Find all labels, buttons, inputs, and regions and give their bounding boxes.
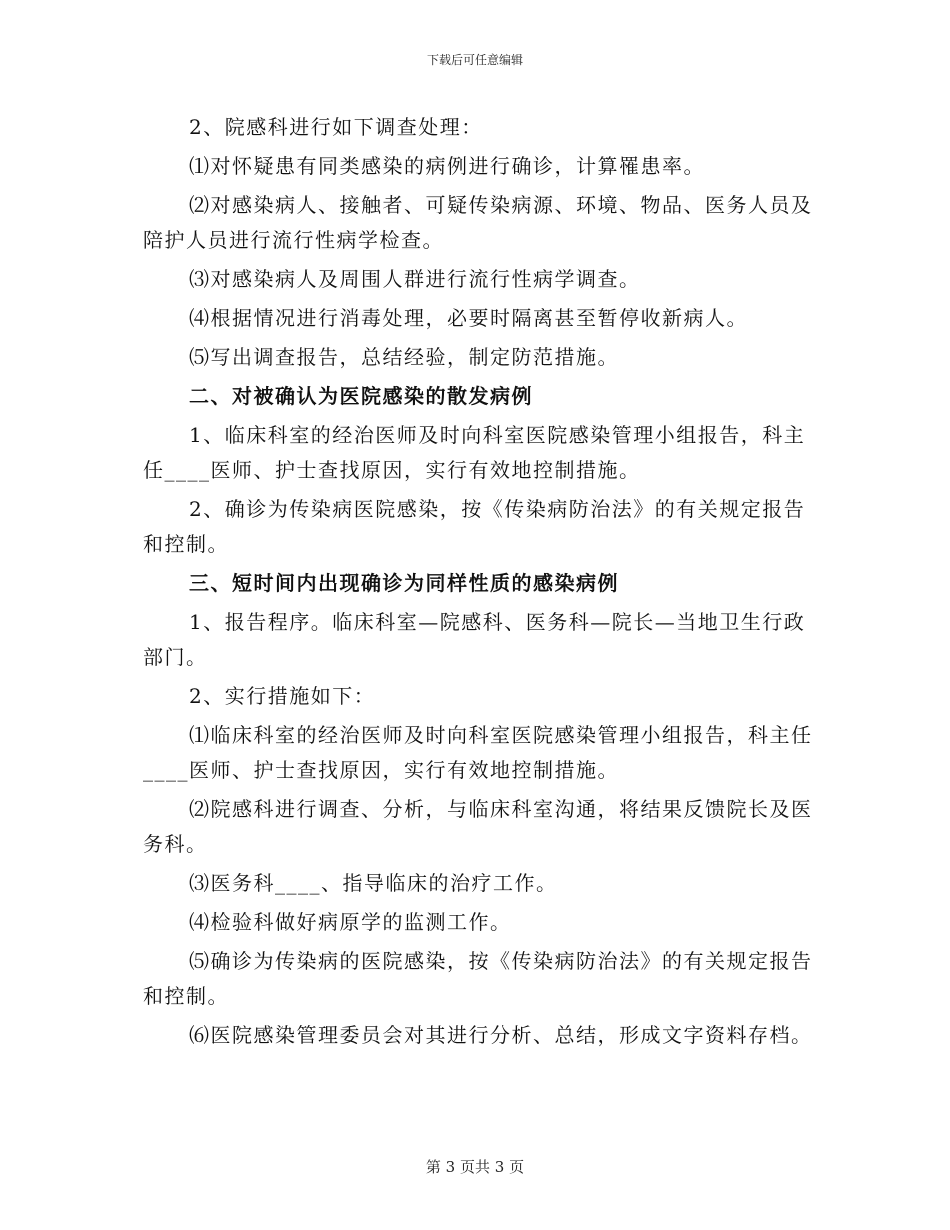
paragraph: 2、院感科进行如下调查处理： <box>189 115 483 139</box>
paragraph: 2、实行措施如下： <box>189 684 376 708</box>
section-heading: 三、短时间内出现确诊为同样性质的感染病例 <box>189 571 619 595</box>
page-header: 下载后可任意编辑 <box>426 53 523 67</box>
paragraph: 1、临床科室的经治医师及时向科室医院感染管理小组报告，科主任____医师、护士查找原因，实行有效地控制措施。 <box>143 423 806 482</box>
paragraph: ⑶对感染病人及周围人群进行流行性病学调查。 <box>189 267 641 291</box>
paragraph: ⑹医院感染管理委员会对其进行分析、总结，形成文字资料存档。 <box>189 1023 813 1047</box>
paragraph: 1、报告程序。临床科室—院感科、医务科—院长—当地卫生行政部门。 <box>143 610 806 669</box>
section-heading: 二、对被确认为医院感染的散发病例 <box>189 384 533 408</box>
paragraph: ⑴临床科室的经治医师及时向科室医院感染管理小组报告，科主任____医师、护士查找原因，实行有效地控制措施。 <box>143 723 813 782</box>
paragraph: ⑷检验科做好病原学的监测工作。 <box>189 910 512 934</box>
paragraph: ⑵院感科进行调查、分析，与临床科室沟通，将结果反馈院长及医务科。 <box>143 797 813 856</box>
paragraph: 2、确诊为传染病医院感染，按《传染病防治法》的有关规定报告和控制。 <box>143 497 806 556</box>
paragraph: ⑴对怀疑患有同类感染的病例进行确诊，计算罹患率。 <box>189 154 705 178</box>
paragraph: ⑶医务科____、指导临床的治疗工作。 <box>189 871 558 895</box>
paragraph: ⑵对感染病人、接触者、可疑传染病源、环境、物品、医务人员及陪护人员进行流行性病学检查。 <box>143 193 813 252</box>
document-body <box>143 110 823 1057</box>
paragraph: ⑷根据情况进行消毒处理，必要时隔离甚至暂停收新病人。 <box>189 306 748 330</box>
page-footer: 第 3 页共 3 页 <box>425 1158 525 1176</box>
paragraph: ⑸写出调查报告，总结经验，制定防范措施。 <box>189 345 619 369</box>
paragraph: ⑸确诊为传染病的医院感染，按《传染病防治法》的有关规定报告和控制。 <box>143 949 813 1008</box>
